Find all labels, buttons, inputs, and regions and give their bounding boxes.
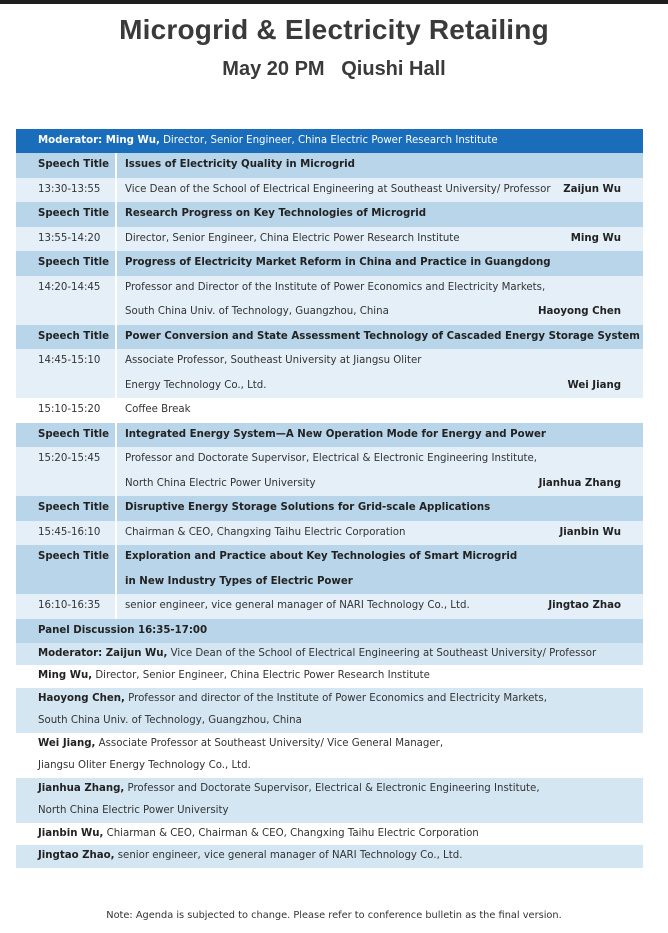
speaker-affiliation: Energy Technology Co., Ltd. [125,379,267,391]
page-title: Microgrid & Electricity Retailing [119,14,549,45]
moderator-label: Moderator: Ming Wu, [38,135,160,146]
speaker-name: Zaijun Wu [563,183,621,195]
session-detail-row [16,447,643,496]
panel-member-affiliation: Chiarman & CEO, Chairman & CEO, Changxing Taihu Electric Corporation [103,827,479,839]
speech-title-row [16,325,643,350]
session-time: 14:45-15:10 [16,349,117,398]
coffee-break-row [16,398,643,423]
session-time: 13:55-14:20 [16,227,117,252]
speech-title-row [16,423,643,448]
panel-member-affiliation: Jiangsu Oliter Energy Technology Co., Ltd. [38,760,251,771]
speech-title-label: Speech Title [16,545,117,594]
agenda-table [16,129,643,868]
panel-member-affiliation: Director, Senior Engineer, China Electric Power Research Institute [92,670,430,681]
speech-title-label: Speech Title [16,202,117,227]
speaker-affiliation: North China Electric Power University [125,477,316,489]
speech-title-row [16,202,643,227]
speaker-name: Wei Jiang [567,379,621,391]
session-time: 15:10-15:20 [38,404,101,415]
session-detail-row [16,178,643,203]
session-time: 15:20-15:45 [16,447,117,496]
speaker-affiliation: South China Univ. of Technology, Guangzhou, China [125,306,389,317]
panel-member-row [16,800,643,823]
panel-member-row [16,688,643,711]
panel-member-name: Wei Jiang, [38,737,96,749]
panel-member-row [16,823,643,846]
panel-member-row [16,733,643,756]
speaker-affiliation: Associate Professor, Southeast University at Jiangsu Oliter [125,355,422,366]
speech-title-text: Integrated Energy System—A New Operation Mode for Energy and Power [125,428,546,440]
speaker-affiliation: Director, Senior Engineer, China Electric Power Research Institute [125,232,460,244]
speech-title-text: in New Industry Types of Electric Power [125,575,353,587]
session-detail-row [16,227,643,252]
speaker-name: Jianhua Zhang [538,477,621,489]
speech-title-text: Power Conversion and State Assessment Technology of Cascaded Energy Storage System [125,330,640,342]
panel-member-name: Jianhua Zhang, [38,782,125,794]
speaker-affiliation: Vice Dean of the School of Electrical Engineering at Southeast University/ Professor [125,183,551,195]
session-detail-row [16,594,643,619]
speech-title-row [16,251,643,276]
speaker-affiliation: Professor and Doctorate Supervisor, Electrical & Electronic Engineering Institute, [125,453,538,464]
panel-member-affiliation: Professor and director of the Institute of Power Economics and Electricity Markets, [124,692,547,704]
speaker-name: Haoyong Chen [537,306,621,317]
moderator-row [16,129,643,153]
sessions-list [16,153,643,619]
speech-title-label: Speech Title [16,153,117,178]
panel-member-row [16,665,643,688]
speech-title-label: Speech Title [16,423,117,448]
panel-member-row [16,778,643,801]
panel-members-list [16,643,643,868]
panel-member-name: Jianbin Wu, [38,827,104,839]
panel-member-row [16,710,643,733]
break-label: Coffee Break [125,404,191,415]
speaker-affiliation: Professor and Director of the Institute of Power Economics and Electricity Markets, [125,281,546,293]
speech-title-label: Speech Title [16,325,117,350]
panel-member-row [16,755,643,778]
panel-member-affiliation: South China Univ. of Technology, Guangzhou, China [38,715,302,726]
speech-title-row [16,496,643,521]
session-time: 15:45-16:10 [16,521,117,546]
speech-title-text: Issues of Electricity Quality in Microgrid [125,159,355,170]
speech-title-row [16,545,643,594]
speech-title-text: Exploration and Practice about Key Technologies of Smart Microgrid [125,551,518,562]
panel-member-name: Jingtao Zhao, [38,850,115,861]
panel-member-name: Haoyong Chen, [38,692,125,704]
session-time: 14:20-14:45 [16,276,117,325]
moderator-text: Director, Senior Engineer, China Electric Power Research Institute [159,135,498,146]
speaker-name: Jingtao Zhao [548,600,621,611]
speech-title-label: Speech Title [16,251,117,276]
panel-member-affiliation: Vice Dean of the School of Electrical Engineering at Southeast University/ Professor [167,647,597,659]
speech-title-label: Speech Title [16,496,117,521]
speech-title-row [16,153,643,178]
panel-member-name: Moderator: Zaijun Wu, [38,647,168,659]
session-time: 16:10-16:35 [16,594,117,619]
speaker-affiliation: senior engineer, vice general manager of NARI Technology Co., Ltd. [125,600,470,611]
session-time: 13:30-13:55 [16,178,117,203]
panel-heading: Panel Discussion 16:35-17:00 [16,619,643,643]
session-detail-row [16,521,643,546]
speaker-name: Jianbin Wu [559,526,621,538]
footer-note: Note: Agenda is subjected to change. Please refer to conference bulletin as the final version. [106,910,562,921]
top-bar [0,0,668,4]
speech-title-text: Progress of Electricity Market Reform in China and Practice in Guangdong [125,257,551,268]
session-detail-row [16,349,643,398]
panel-member-affiliation: North China Electric Power University [38,805,229,816]
page-subtitle: May 20 PM Qiushi Hall [222,58,446,80]
panel-member-row [16,643,643,666]
panel-member-affiliation: Associate Professor at Southeast University/ Vice General Manager, [95,737,444,749]
speech-title-text: Research Progress on Key Technologies of Microgrid [125,208,427,219]
speaker-affiliation: Chairman & CEO, Changxing Taihu Electric Corporation [125,526,406,538]
panel-member-affiliation: Professor and Doctorate Supervisor, Electrical & Electronic Engineering Institute, [124,782,540,794]
panel-member-name: Ming Wu, [38,670,93,681]
panel-member-affiliation: senior engineer, vice general manager of NARI Technology Co., Ltd. [114,850,463,861]
panel-member-row [16,845,643,868]
speech-title-text: Disruptive Energy Storage Solutions for Grid-scale Applications [125,502,491,513]
session-detail-row [16,276,643,325]
speaker-name: Ming Wu [570,232,621,244]
